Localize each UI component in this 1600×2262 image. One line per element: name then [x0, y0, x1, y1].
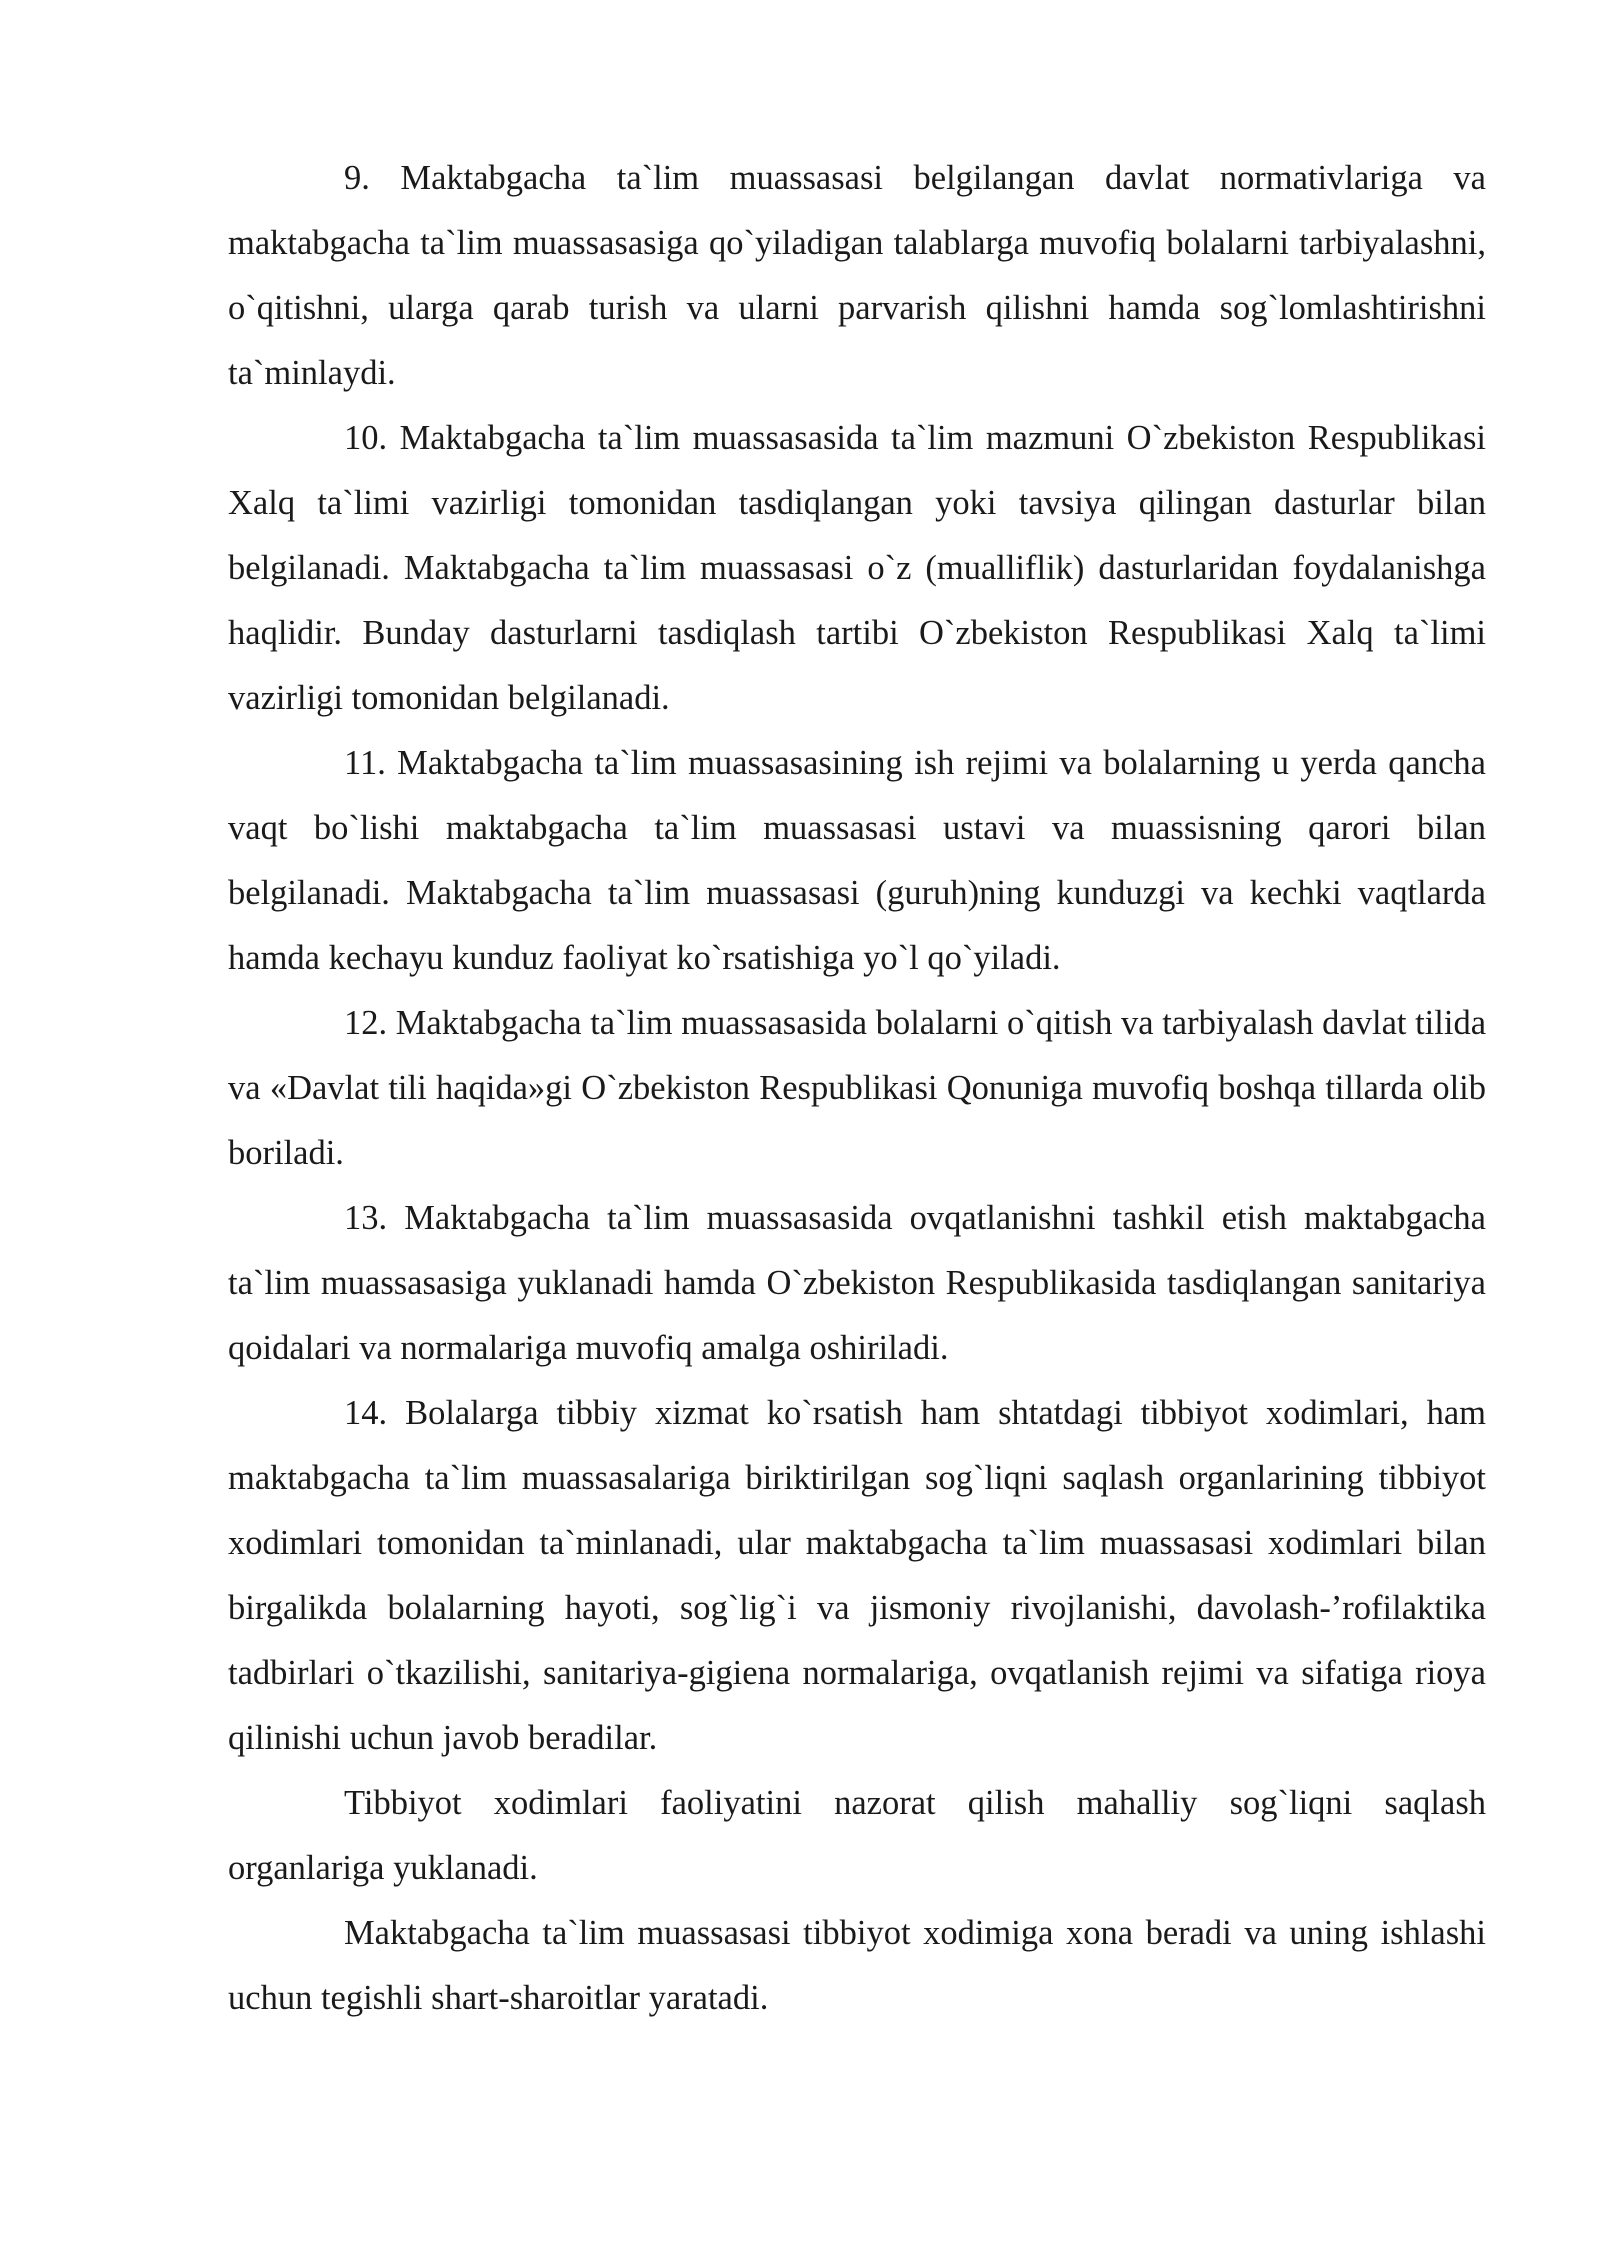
paragraph-13: 13. Maktabgacha ta`lim muassasasida ovqatlanishni tashkil etish maktabgacha ta`lim muassasasiga yuklanadi hamda O`zbekiston Respublikasida tasdiqlangan sanitariya qoidalari va normalariga muvofiq amalga oshiriladi. [228, 1199, 1486, 1367]
paragraph-12: 12. Maktabgacha ta`lim muassasasida bolalarni o`qitish va tarbiyalash davlat tilida va «Davlat tili haqida»gi O`zbekiston Respublikasi Qonuniga muvofiq boshqa tillarda olib boriladi. [228, 1004, 1487, 1172]
paragraph-9: 9. Maktabgacha ta`lim muassasasi belgilangan davlat normativlariga va maktabgacha ta`lim muassasasiga qo`yiladigan talablarga muvofiq bolalarni tarbiyalashni, o`qitishni, ularga qarab turish va ularni parvarish qilishni hamda sog`lomlashtirishni ta`minlaydi. [228, 159, 1486, 392]
paragraph-10: 10. Maktabgacha ta`lim muassasasida ta`lim mazmuni O`zbekiston Respublikasi Xalq ta`limi vazirligi tomonidan tasdiqlangan yoki tavsiya qilingan dasturlar bilan belgilanadi. Maktabgacha ta`lim muassasasi o`z (mualliflik) dasturlaridan foydalanishga haqlidir. Bunday dasturlarni tasdiqlash tartibi O`zbekiston Respublikasi Xalq ta`limi vazirligi tomonidan belgilanadi. [228, 419, 1486, 717]
paragraph-11: 11. Maktabgacha ta`lim muassasasining ish rejimi va bolalarning u yerda qancha vaqt bo`lishi maktabgacha ta`lim muassasasi ustavi va muassisning qarori bilan belgilanadi. Maktabgacha ta`lim muassasasi (guruh)ning kunduzgi va kechki vaqtlarda hamda kechayu kunduz faoliyat ko`rsatishiga yo`l qo`yiladi. [228, 744, 1486, 977]
paragraph-medical-room: Maktabgacha ta`lim muassasasi tibbiyot xodimiga xona beradi va uning ishlashi uchun tegishli shart-sharoitlar yaratadi. [228, 1914, 1486, 2017]
paragraph-medical-supervision: Tibbiyot xodimlari faoliyatini nazorat qilish mahalliy sog`liqni saqlash organlariga yuklanadi. [228, 1784, 1486, 1887]
paragraph-14: 14. Bolalarga tibbiy xizmat ko`rsatish ham shtatdagi tibbiyot xodimlari, ham maktabgacha ta`lim muassasalariga biriktirilgan sog`liqni saqlash organlarining tibbiyot xodimlari tomonidan ta`minlanadi, ular maktabgacha ta`lim muassasasi xodimlari bilan birgalikda bolalarning hayoti, sog`lig`i va jismoniy rivojlanishi, davolash-’rofilaktika tadbirlari o`tkazilishi, sanitariya-gigiena normalariga, ovqatlanish rejimi va sifatiga rioya qilinishi uchun javob beradilar. [228, 1394, 1486, 1757]
document-body [228, 146, 1486, 2031]
